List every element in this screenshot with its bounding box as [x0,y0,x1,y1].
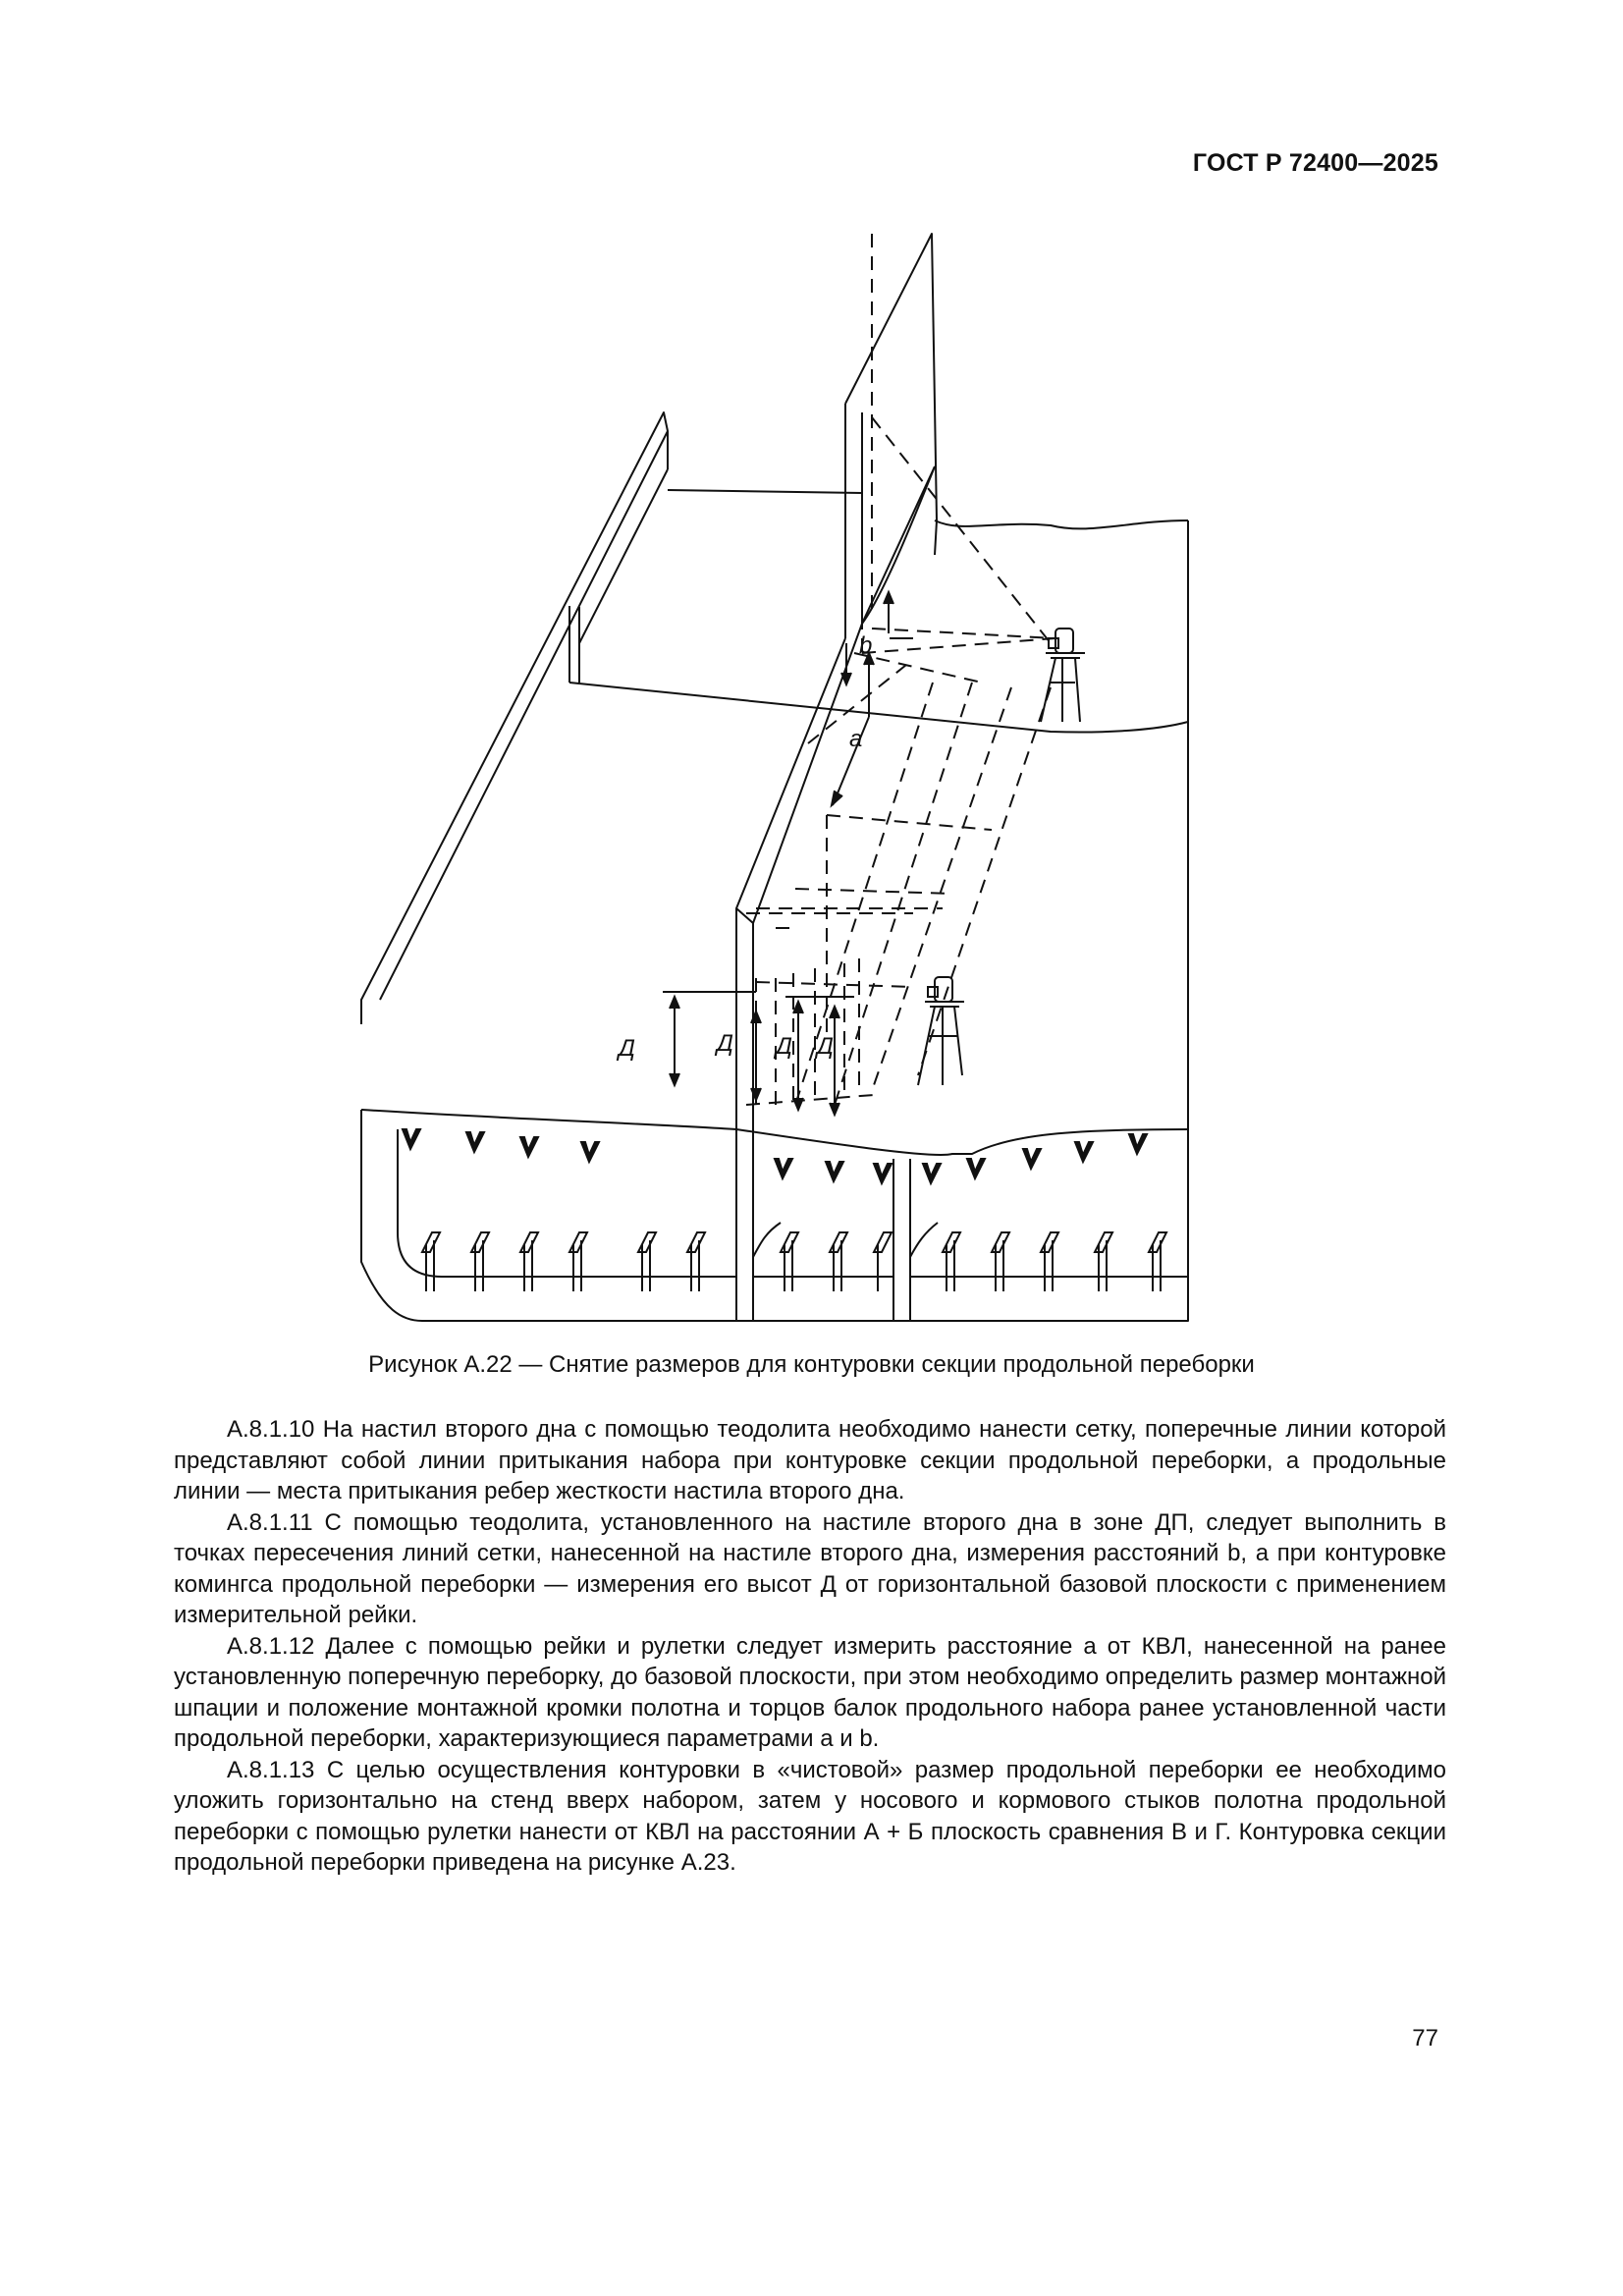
figure-caption: Рисунок А.22 — Снятие размеров для контуровки секции продольной переборки [368,1351,1255,1378]
body-text [174,1414,1446,1879]
paragraph-number: А.8.1.11 [227,1508,313,1536]
theodolite-lower [918,977,964,1085]
stiffener-row-bottom [422,1232,1166,1291]
hull-outline [361,1110,1188,1321]
label-a: a [849,726,863,752]
theodolite-upper [1041,629,1085,722]
paragraph-number: А.8.1.10 [227,1416,315,1443]
paragraph-number: А.8.1.12 [227,1632,315,1660]
far-edge [935,520,1188,528]
stiffener-row-top [403,1129,1147,1183]
ship-section-drawing [324,221,1257,1331]
paragraph-number: А.8.1.13 [227,1756,315,1783]
label-d-3: Д [776,1033,792,1060]
dashed-grid [746,234,1055,1105]
label-b: b [859,632,873,659]
paragraph-text: Далее с помощью рейки и рулетки следует измерить расстояние a от КВЛ, нанесенной на ранее установленную поперечную переборку, до базовой плоскости, при этом необходимо определить размер монтажной шпации и положение монтажной кромки полотна и торцов балок продольного набора ранее установленной части продольной переборки, характеризующиеся параметрами a и b. [174,1632,1446,1752]
label-d-4: Д [817,1033,834,1060]
bulkhead-top [845,234,937,555]
paragraph-a-8-1-12 [174,1631,1446,1755]
paragraph-text: С помощью теодолита, установленного на настиле второго дна в зоне ДП, следует выполнить в точках пересечения линий сетки, нанесенной на настиле второго дна, измерения расстояний b, а при контуровке комингса продольной переборки — измерения его высот Д от горизонтальной базовой плоскости с применением измерительной рейки. [174,1508,1446,1628]
left-wall-outline [361,412,668,1024]
paragraph-text: На настил второго дна с помощью теодолита необходимо нанести сетку, поперечные линии которой представляют собой линии притыкания набора при контуровке секции продольной переборки, а продольные линии — места притыкания ребер жесткости настила второго дна. [174,1416,1446,1504]
paragraph-a-8-1-13 [174,1755,1446,1879]
page-number: 77 [1412,2025,1438,2051]
paragraph-a-8-1-11 [174,1507,1446,1631]
label-d-1: Д [619,1035,635,1062]
paragraph-text: С целью осуществления контуровки в «чистовой» размер продольной переборки ее необходимо уложить горизонтально на стенд вверх набором, затем у носового и кормового стыков полотна продольной переборки с помощью рулетки нанести от КВЛ на расстоянии А + Б плоскость сравнения В и Г. Контуровка секции продольной переборки приведена на рисунке А.23. [174,1756,1446,1876]
figure-a22 [324,221,1257,1331]
front-edge [361,1110,1188,1155]
document-header: ГОСТ Р 72400—2025 [1192,149,1438,177]
paragraph-a-8-1-10 [174,1414,1446,1507]
floor-transverse-line [569,683,1188,733]
label-d-2: Д [717,1030,733,1057]
